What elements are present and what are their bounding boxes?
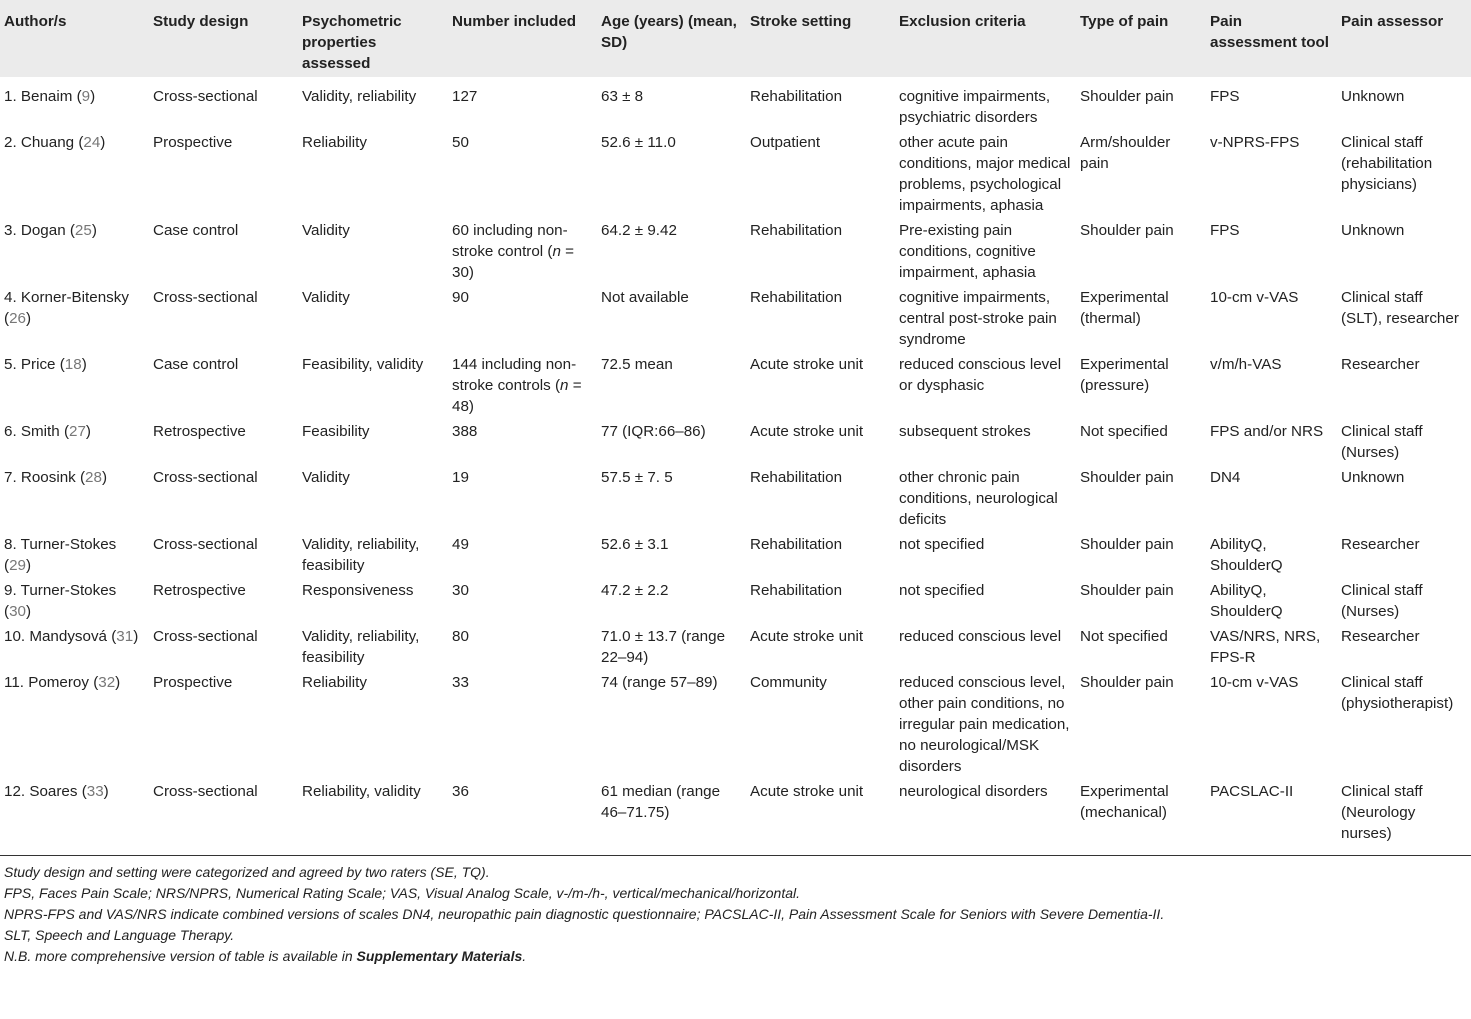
number-included-count: = 48): [452, 377, 582, 415]
footnote-1: Study design and setting were categorized and agreed by two raters (SE, TQ).: [4, 864, 490, 880]
psychometric-properties-cell: Feasibility: [302, 423, 370, 440]
age-cell: 47.2 ± 2.2: [601, 582, 669, 599]
psychometric-properties-cell: Validity, reliability, feasibility: [302, 628, 420, 666]
footnote-5: [4, 946, 1467, 967]
reference-link[interactable]: 28: [85, 469, 102, 486]
age-cell: 52.6 ± 11.0: [601, 134, 676, 151]
stroke-setting-cell: Rehabilitation: [750, 289, 843, 306]
type-of-pain-cell: Shoulder pain: [1080, 469, 1174, 486]
exclusion-criteria-cell: cognitive impairments, central post-stroke pain syndrome: [899, 289, 1057, 348]
number-included-text: 50: [452, 134, 469, 151]
number-included-text: 36: [452, 783, 469, 800]
number-included-cell: [448, 220, 597, 287]
footnote-4: SLT, Speech and Language Therapy.: [4, 927, 235, 943]
stroke-setting-cell: Acute stroke unit: [750, 356, 864, 373]
column-header: Pain assessor: [1341, 13, 1444, 30]
reference-link[interactable]: 26: [9, 310, 26, 327]
number-included-cell: [448, 132, 597, 220]
author-name: 9. Turner-Stokes: [4, 582, 117, 599]
table-row: [0, 626, 1471, 672]
author-cell: 10. Mandysová (31): [4, 628, 139, 645]
author-cell: 7. Roosink (28): [4, 469, 108, 486]
pain-assessment-tool-cell: VAS/NRS, NRS, FPS-R: [1210, 628, 1321, 666]
author-name: 2. Chuang: [4, 134, 75, 151]
column-header: Author/s: [4, 13, 67, 30]
type-of-pain-cell: Shoulder pain: [1080, 88, 1174, 105]
author-name: 7. Roosink: [4, 469, 76, 486]
exclusion-criteria-cell: subsequent strokes: [899, 423, 1031, 440]
pain-assessment-tool-cell: AbilityQ, ShoulderQ: [1210, 536, 1283, 574]
type-of-pain-cell: Not specified: [1080, 628, 1168, 645]
age-cell: 72.5 mean: [601, 356, 673, 373]
age-cell: 71.0 ± 13.7 (range 22–94): [601, 628, 726, 666]
type-of-pain-cell: Shoulder pain: [1080, 536, 1174, 553]
pain-assessment-tool-cell: DN4: [1210, 469, 1241, 486]
exclusion-criteria-cell: reduced conscious level: [899, 628, 1062, 645]
study-design-cell: Prospective: [153, 674, 233, 691]
column-header: Exclusion criteria: [899, 13, 1026, 30]
number-included-cell: [448, 287, 597, 354]
stroke-setting-cell: Acute stroke unit: [750, 783, 864, 800]
table-body: [0, 77, 1471, 855]
type-of-pain-cell: Not specified: [1080, 423, 1168, 440]
pain-assessor-cell: Researcher: [1341, 628, 1420, 645]
stroke-setting-cell: Rehabilitation: [750, 88, 843, 105]
table-header-row: [0, 0, 1471, 77]
psychometric-properties-cell: Validity: [302, 222, 350, 239]
psychometric-properties-cell: Validity, reliability: [302, 88, 417, 105]
pain-assessor-cell: Clinical staff (rehabilitation physicians): [1341, 134, 1433, 193]
table-row: [0, 354, 1471, 421]
psychometric-properties-cell: Validity, reliability, feasibility: [302, 536, 420, 574]
reference-link[interactable]: 18: [64, 356, 82, 373]
author-name: 1. Benaim: [4, 88, 73, 105]
age-cell: 63 ± 8: [601, 88, 644, 105]
stroke-setting-cell: Outpatient: [750, 134, 821, 151]
number-included-cell: [448, 467, 597, 534]
pain-assessor-cell: Unknown: [1341, 222, 1405, 239]
study-design-cell: Cross-sectional: [153, 783, 258, 800]
pain-assessor-cell: Clinical staff (Nurses): [1341, 582, 1423, 620]
pain-assessment-tool-cell: v-NPRS-FPS: [1210, 134, 1300, 151]
number-included-text: 388: [452, 423, 478, 440]
pain-assessor-cell: Clinical staff (Neurology nurses): [1341, 783, 1423, 842]
age-cell: 57.5 ± 7. 5: [601, 469, 673, 486]
author-cell: 5. Price (18): [4, 356, 87, 373]
reference-link[interactable]: 30: [9, 603, 26, 620]
author-cell: 6. Smith (27): [4, 423, 91, 440]
column-header: Pain assessment tool: [1210, 13, 1330, 51]
stroke-setting-cell: Community: [750, 674, 827, 691]
psychometric-properties-cell: Feasibility, validity: [302, 356, 424, 373]
author-cell: 8. Turner-Stokes (29): [4, 536, 117, 574]
type-of-pain-cell: Arm/shoulder pain: [1080, 134, 1171, 172]
study-design-cell: Retrospective: [153, 423, 246, 440]
type-of-pain-cell: Shoulder pain: [1080, 582, 1174, 599]
author-cell: 11. Pomeroy (32): [4, 674, 121, 691]
reference-link[interactable]: 29: [9, 557, 26, 574]
table-row: [0, 467, 1471, 534]
number-included-text: 80: [452, 628, 469, 645]
exclusion-criteria-cell: other acute pain conditions, major medical problems, psychological impairments, aphasia: [899, 134, 1071, 214]
pain-assessment-tool-cell: 10-cm v-VAS: [1210, 674, 1299, 691]
reference-link[interactable]: 31: [116, 628, 134, 645]
number-included-cell: [448, 534, 597, 580]
supplementary-materials-link[interactable]: Supplementary Materials: [356, 948, 523, 964]
table-row: [0, 672, 1471, 781]
exclusion-criteria-cell: reduced conscious level or dysphasic: [899, 356, 1062, 394]
column-header: Type of pain: [1080, 13, 1169, 30]
author-name: 8. Turner-Stokes: [4, 536, 117, 553]
n-symbol: n: [560, 377, 569, 394]
number-included-text: 49: [452, 536, 469, 553]
stroke-setting-cell: Acute stroke unit: [750, 628, 864, 645]
type-of-pain-cell: Shoulder pain: [1080, 674, 1174, 691]
pain-assessor-cell: Clinical staff (Nurses): [1341, 423, 1423, 461]
column-header: Psychometric properties assessed: [302, 13, 402, 72]
author-name: 3. Dogan: [4, 222, 66, 239]
pain-assessment-tool-cell: AbilityQ, ShoulderQ: [1210, 582, 1283, 620]
study-design-cell: Prospective: [153, 134, 233, 151]
type-of-pain-cell: Experimental (pressure): [1080, 356, 1169, 394]
stroke-setting-cell: Rehabilitation: [750, 536, 843, 553]
study-design-cell: Case control: [153, 222, 239, 239]
study-design-cell: Cross-sectional: [153, 289, 258, 306]
n-symbol: n: [552, 243, 561, 260]
number-included-text: 60 including non-stroke control (: [452, 222, 568, 260]
type-of-pain-cell: Experimental (mechanical): [1080, 783, 1169, 821]
pain-assessor-cell: Researcher: [1341, 536, 1420, 553]
number-included-cell: [448, 672, 597, 781]
number-included-text: 90: [452, 289, 469, 306]
number-included-cell: [448, 354, 597, 421]
number-included-text: 127: [452, 88, 478, 105]
pain-assessment-tool-cell: FPS: [1210, 88, 1240, 105]
exclusion-criteria-cell: not specified: [899, 536, 985, 553]
author-cell: 12. Soares (33): [4, 783, 109, 800]
reference-link[interactable]: 9: [81, 88, 91, 105]
author-name: 5. Price: [4, 356, 56, 373]
age-cell: 61 median (range 46–71.75): [601, 783, 721, 821]
number-included-cell: [448, 580, 597, 626]
number-included-text: 30: [452, 582, 469, 599]
table-row: [0, 580, 1471, 626]
age-cell: 77 (IQR:66–86): [601, 423, 706, 440]
column-header: Study design: [153, 13, 249, 30]
exclusion-criteria-cell: cognitive impairments, psychiatric disorders: [899, 88, 1051, 126]
pain-assessment-tool-cell: FPS: [1210, 222, 1240, 239]
exclusion-criteria-cell: other chronic pain conditions, neurological deficits: [899, 469, 1058, 528]
author-name: 11. Pomeroy: [4, 674, 89, 691]
pain-assessment-tool-cell: 10-cm v-VAS: [1210, 289, 1299, 306]
column-header: Age (years) (mean, SD): [601, 13, 737, 51]
footnote-5-end: .: [522, 948, 527, 964]
age-cell: 64.2 ± 9.42: [601, 222, 677, 239]
study-design-cell: Cross-sectional: [153, 536, 258, 553]
pain-assessor-cell: Unknown: [1341, 469, 1405, 486]
author-cell: 9. Turner-Stokes (30): [4, 582, 117, 620]
pain-assessment-tool-cell: PACSLAC-II: [1210, 783, 1294, 800]
table-row: [0, 781, 1471, 855]
psychometric-properties-cell: Validity: [302, 469, 350, 486]
study-design-cell: Retrospective: [153, 582, 246, 599]
number-included-count: = 30): [452, 243, 574, 281]
pain-assessment-tool-cell: FPS and/or NRS: [1210, 423, 1324, 440]
table-row: [0, 421, 1471, 467]
author-cell: 3. Dogan (25): [4, 222, 97, 239]
number-included-cell: [448, 781, 597, 855]
author-name: 12. Soares: [4, 783, 78, 800]
psychometric-properties-cell: Reliability: [302, 674, 367, 691]
table-row: [0, 287, 1471, 354]
study-design-cell: Cross-sectional: [153, 469, 258, 486]
author-name: 6. Smith: [4, 423, 60, 440]
author-name: 4. Korner-Bitensky: [4, 289, 129, 306]
column-header: Stroke setting: [750, 13, 852, 30]
author-cell: 2. Chuang (24): [4, 134, 106, 151]
column-header: Number included: [452, 13, 577, 30]
number-included-cell: [448, 421, 597, 467]
age-cell: Not available: [601, 289, 689, 306]
psychometric-properties-cell: Responsiveness: [302, 582, 414, 599]
study-design-cell: Cross-sectional: [153, 88, 258, 105]
pain-assessor-cell: Unknown: [1341, 88, 1405, 105]
stroke-setting-cell: Rehabilitation: [750, 582, 843, 599]
footnote-3: NPRS-FPS and VAS/NRS indicate combined versions of scales DN4, neuropathic pain diagnostic questionnaire; PACSLAC-II, Pain Assessment Scale for Seniors with Severe Dementia-II.: [4, 906, 1165, 922]
number-included-text: 144 including non-stroke controls (: [452, 356, 577, 394]
type-of-pain-cell: Shoulder pain: [1080, 222, 1174, 239]
stroke-setting-cell: Acute stroke unit: [750, 423, 864, 440]
reference-link[interactable]: 25: [74, 222, 92, 239]
stroke-setting-cell: Rehabilitation: [750, 469, 843, 486]
psychometric-properties-cell: Reliability, validity: [302, 783, 421, 800]
number-included-cell: [448, 626, 597, 672]
study-design-cell: Cross-sectional: [153, 628, 258, 645]
reference-link[interactable]: 33: [86, 783, 104, 800]
number-included-text: 19: [452, 469, 469, 486]
footnote-5-text: N.B. more comprehensive version of table is available in: [4, 948, 357, 964]
pain-assessor-cell: Clinical staff (physiotherapist): [1341, 674, 1454, 712]
age-cell: 52.6 ± 3.1: [601, 536, 669, 553]
study-design-cell: Case control: [153, 356, 239, 373]
author-name: 10. Mandysová: [4, 628, 107, 645]
number-included-cell: [448, 77, 597, 132]
table-row: [0, 77, 1471, 132]
footnote-2: FPS, Faces Pain Scale; NRS/NPRS, Numerical Rating Scale; VAS, Visual Analog Scale, v-/m-/h-, vertical/mechanical/horizontal.: [4, 885, 800, 901]
type-of-pain-cell: Experimental (thermal): [1080, 289, 1169, 327]
pain-assessor-cell: Clinical staff (SLT), researcher: [1341, 289, 1459, 327]
pain-assessment-tool-cell: v/m/h-VAS: [1210, 356, 1282, 373]
psychometric-properties-cell: Reliability: [302, 134, 367, 151]
table-row: [0, 132, 1471, 220]
age-cell: 74 (range 57–89): [601, 674, 718, 691]
reference-link[interactable]: 27: [69, 423, 86, 440]
pain-assessor-cell: Researcher: [1341, 356, 1420, 373]
author-cell: 1. Benaim (9): [4, 88, 96, 105]
exclusion-criteria-cell: neurological disorders: [899, 783, 1048, 800]
stroke-setting-cell: Rehabilitation: [750, 222, 843, 239]
table-row: [0, 220, 1471, 287]
number-included-text: 33: [452, 674, 469, 691]
author-cell: 4. Korner-Bitensky (26): [4, 289, 129, 327]
psychometric-properties-cell: Validity: [302, 289, 350, 306]
table-row: [0, 534, 1471, 580]
table-footnotes: [0, 856, 1471, 967]
exclusion-criteria-cell: not specified: [899, 582, 985, 599]
exclusion-criteria-cell: Pre-existing pain conditions, cognitive impairment, aphasia: [899, 222, 1036, 281]
exclusion-criteria-cell: reduced conscious level, other pain conditions, no irregular pain medication, no neurological/MSK disorders: [899, 674, 1070, 775]
reference-link[interactable]: 32: [98, 674, 116, 691]
reference-link[interactable]: 24: [83, 134, 101, 151]
